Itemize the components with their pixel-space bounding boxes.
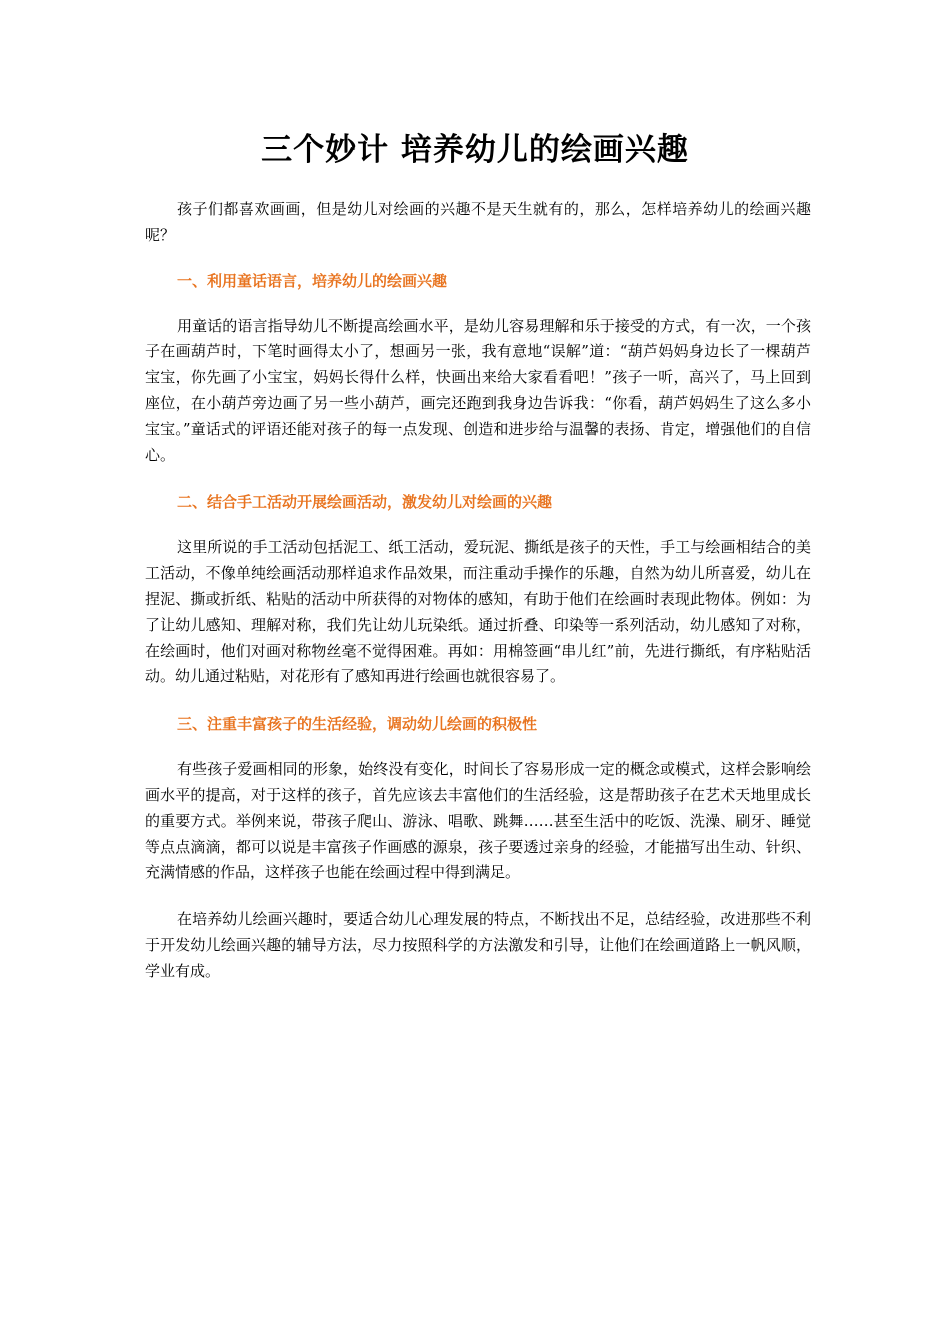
conclusion-paragraph: 在培养幼儿绘画兴趣时，要适合幼儿心理发展的特点，不断找出不足，总结经验，改进那些不利于开发幼儿绘画兴趣的辅导方法，尽力按照科学的方法激发和引导，让他们在绘画道路上一帆风顺，学业有成。: [145, 910, 811, 980]
section-heading-1: 一、利用童话语言，培养幼儿的绘画兴趣: [177, 271, 448, 290]
intro-paragraph: 孩子们都喜欢画画，但是幼儿对绘画的兴趣不是天生就有的，那么，怎样培养幼儿的绘画兴趣呢？: [145, 200, 811, 244]
section-body-3: 有些孩子爱画相同的形象，始终没有变化，时间长了容易形成一定的概念或模式，这样会影响绘画水平的提高，对于这样的孩子，首先应该去丰富他们的生活经验，这是帮助孩子在艺术天地里成长的重要方式。举例来说，带孩子爬山、游泳、唱歌、跳舞……甚至生活中的吃饭、洗澡、刷牙、睡觉等点点滴滴，都可以说是丰富孩子作画感的源泉，孩子要透过亲身的经验，才能描写出生动、针织、充满情感的作品，这样孩子也能在绘画过程中得到满足。: [145, 760, 811, 882]
section-heading-3: 三、注重丰富孩子的生活经验，调动幼儿绘画的积极性: [177, 715, 538, 734]
document-body: [145, 197, 811, 985]
section-body-2: 这里所说的手工活动包括泥工、纸工活动，爱玩泥、撕纸是孩子的天性，手工与绘画相结合的美工活动，不像单纯绘画活动那样追求作品效果，而注重动手操作的乐趣，自然为幼儿所喜爱，幼儿在捏泥、撕或折纸、粘贴的活动中所获得的对物体的感知，有助于他们在绘画时表现此物体。例如：为了让幼儿感知、理解对称，我们先让幼儿玩染纸。通过折叠、印染等一系列活动，幼儿感知了对称，在绘画时，他们对画对称物丝毫不觉得困难。再如：用棉签画“串儿红”前，先进行撕纸，有序粘贴活动。幼儿通过粘贴，对花形有了感知再进行绘画也就很容易了。: [145, 538, 811, 686]
section-heading-2: 二、结合手工活动开展绘画活动，激发幼儿对绘画的兴趣: [177, 493, 553, 512]
section-body-1: 用童话的语言指导幼儿不断提高绘画水平，是幼儿容易理解和乐于接受的方式，有一次，一个孩子在画葫芦时，下笔时画得太小了，想画另一张，我有意地“误解”道：“葫芦妈妈身边长了一棵葫芦宝宝，你先画了小宝宝，妈妈长得什么样，快画出来给大家看看吧！”孩子一听，高兴了，马上回到座位，在小葫芦旁边画了另一些小葫芦，画完还跑到我身边告诉我：“你看，葫芦妈妈生了这么多小宝宝。”童话式的评语还能对孩子的每一点发现、创造和进步给与温馨的表扬、肯定，增强他们的自信心。: [145, 316, 811, 464]
document-title: 三个妙计 培养幼儿的绘画兴趣: [261, 132, 689, 168]
